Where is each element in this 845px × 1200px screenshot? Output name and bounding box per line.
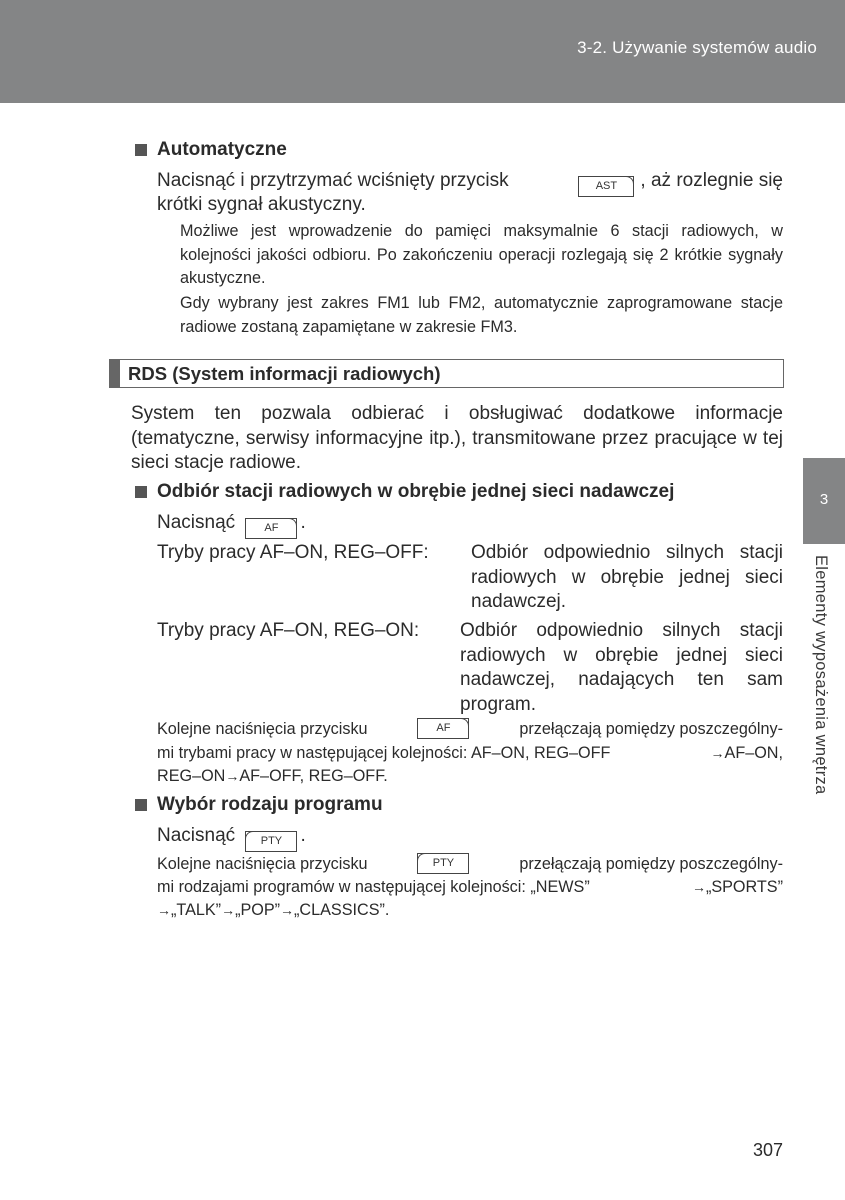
af-mode2-l1: Odbiór odpowiednio silnych stacji (460, 620, 783, 641)
pty-note-button: PTY (417, 853, 469, 874)
bullet-square-icon (135, 799, 147, 811)
bullet-square-icon (135, 144, 147, 156)
section-accent (109, 359, 120, 388)
arrow-icon: → (225, 768, 240, 784)
chapter-label: Elementy wyposażenia wnętrza (812, 555, 830, 795)
pty-note-line1 (157, 853, 783, 877)
arrow-icon: → (710, 745, 725, 761)
auto-line1-tail: , aż rozlegnie się (640, 170, 783, 191)
af-button: AF (245, 518, 297, 539)
page-header (0, 0, 845, 103)
af-mode2-l3: nadawczej, nadających ten sam (460, 669, 783, 690)
pty-press-label: Nacisnąć (157, 825, 236, 846)
pty-press-line (157, 824, 306, 852)
af-mode1-l3: nadawczej. (471, 591, 567, 612)
af-note-l2b: AF–ON, (724, 744, 783, 762)
af-mode1-desc (471, 541, 783, 615)
auto-note1: Możliwe jest wprowadzenie do pamięci maksymalnie 6 stacji radiowych, w kolejności jakości odbioru. Po zakończeniu operacji rozlegają się 2 krótkie sygnały akustyczne. (180, 222, 783, 287)
pty-note-line2 (157, 876, 783, 900)
af-mode1-l2: radiowych w obrębie jednej sieci (471, 566, 783, 588)
pty-press-dot: . (300, 825, 306, 846)
pty-note-l2a: mi rodzajami programów w następującej kolejności: „NEWS” (157, 878, 590, 896)
pty-heading: Wybór rodzaju programu (157, 794, 383, 815)
pty-note-l3b: „POP” (235, 901, 281, 919)
arrow-icon: → (157, 902, 171, 918)
af-press-line (157, 511, 306, 539)
bullet-square-icon (135, 486, 147, 498)
af-note-a: Kolejne naciśnięcia przycisku (157, 720, 368, 738)
auto-heading: Automatyczne (157, 139, 287, 160)
af-mode1-l1: Odbiór odpowiednio silnych stacji (471, 542, 783, 563)
af-mode1-label: Tryby pracy AF–ON, REG–OFF: (157, 542, 429, 563)
header-title: 3-2. Używanie systemów audio (577, 38, 817, 57)
page-number: 307 (752, 1140, 783, 1160)
af-press-dot: . (300, 512, 306, 533)
rds-section-title: RDS (System informacji radiowych) (128, 363, 441, 384)
pty-note-line3 (157, 899, 389, 923)
af-mode2-label: Tryby pracy AF–ON, REG–ON: (157, 620, 420, 641)
af-note-line3 (157, 765, 388, 789)
pty-note-l3c: „CLASSICS”. (294, 901, 390, 919)
af-note-line2 (157, 742, 783, 766)
af-heading: Odbiór stacji radiowych w obrębie jednej sieci nadawczej (157, 481, 675, 502)
rds-intro: System ten pozwala odbierać i obsługiwać dodatkowe informacje (tematyczne, serwisy informacyjne itp.), transmitowane przez pracujące w tej sieci stacje radiowe. (131, 403, 783, 473)
arrow-icon: → (221, 902, 236, 918)
af-note-l3a: REG–ON (157, 767, 226, 785)
af-mode2-l2: radiowych w obrębie jednej sieci (460, 644, 783, 666)
chapter-number: 3 (819, 491, 829, 508)
af-note-line1 (157, 718, 783, 742)
af-press-label: Nacisnąć (157, 512, 236, 533)
pty-note-l3a: „TALK” (171, 901, 222, 919)
arrow-icon: → (691, 879, 706, 895)
auto-note2: Gdy wybrany jest zakres FM1 lub FM2, automatycznie zaprogramowane stacje radiowe zostaną zapamiętane w zakresie FM3. (180, 294, 783, 336)
pty-note-l2b: „SPORTS” (705, 878, 783, 896)
af-note-l2a: mi trybami pracy w następującej kolejności: AF–ON, REG–OFF (157, 744, 611, 762)
af-mode2-l4: program. (460, 693, 537, 715)
ast-button: AST (578, 176, 634, 197)
pty-button: PTY (245, 831, 297, 852)
af-note-button: AF (417, 718, 469, 739)
pty-note-b: przełączają pomiędzy poszczególny- (519, 855, 783, 873)
af-note-l3b: AF–OFF, REG–OFF. (239, 767, 388, 785)
rds-section-bar (109, 359, 784, 388)
auto-line2: krótki sygnał akustyczny. (157, 194, 366, 215)
af-mode2-desc (460, 619, 783, 717)
chapter-tab (803, 458, 845, 544)
pty-note-a: Kolejne naciśnięcia przycisku (157, 855, 368, 873)
arrow-icon: → (280, 902, 295, 918)
auto-line1-text: Nacisnąć i przytrzymać wciśnięty przycisk (157, 170, 509, 191)
af-note-b: przełączają pomiędzy poszczególny- (519, 720, 783, 738)
